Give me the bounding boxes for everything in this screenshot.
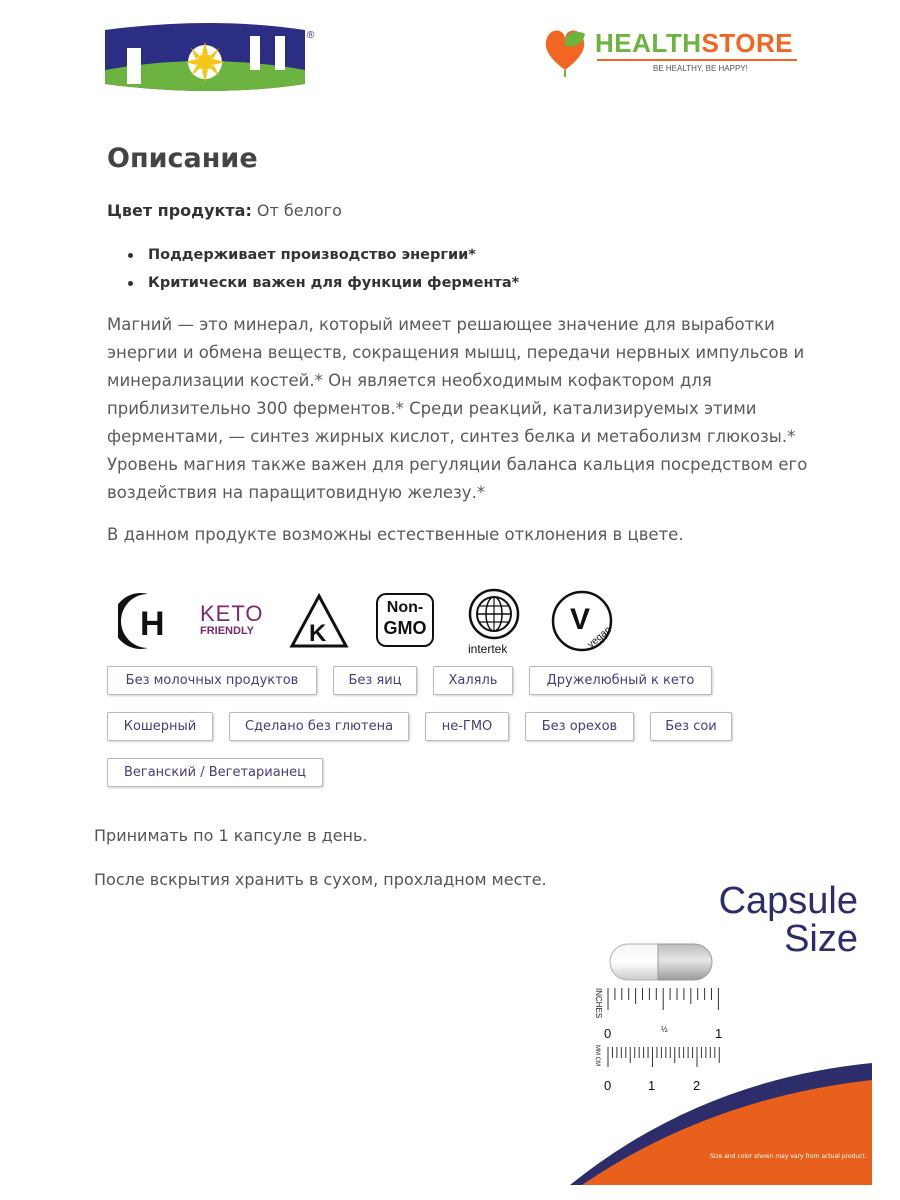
inch-label-1: 1 [715,1026,723,1041]
halal-icon [118,590,173,652]
vegan-icon [550,589,614,653]
store-word: STORE [701,28,794,58]
color-variation-note: В данном продукте возможны естественные отклонения в цвете. [107,525,684,544]
tag-vegan-vegetarian: Веганский / Вегетарианец [107,758,323,787]
capsule-title-line1: Capsule [718,880,858,922]
product-color-label: Цвет продукта: [107,201,252,220]
kosher-icon [288,590,350,652]
kosher-letter: K [309,620,327,647]
intertek-globe-icon [462,586,532,656]
healthstore-wordmark [595,28,793,59]
inches-label: INCHES [594,988,603,1019]
tag-kosher: Кошерный [107,712,213,741]
inches-ruler [594,988,722,1041]
tag-egg-free: Без яиц [333,666,417,695]
cm-label-0: 0 [604,1078,612,1093]
benefit-item: Поддерживает производство энергии* [120,244,519,272]
nongmo-line1: Non- [386,599,424,616]
halal-letter: H [140,605,165,643]
storage-instruction: После вскрытия хранить в сухом, прохладном месте. [94,870,547,889]
tag-nut-free: Без орехов [525,712,634,741]
friendly-word: FRIENDLY [200,625,254,637]
health-word: HEALTH [595,28,702,58]
tag-non-gmo: не-ГМО [425,712,509,741]
cm-label-2: 2 [693,1078,701,1093]
page-title: Описание [107,143,258,174]
product-color-value: От белого [251,201,342,220]
capsule-title-line2: Size [784,918,858,960]
non-gmo-icon [376,593,434,647]
dosage-instruction: Принимать по 1 капсуле в день. [94,826,368,845]
size-disclaimer: Size and color shown may vary from actual product. [710,1153,867,1160]
inch-label-half: ½ [661,1025,668,1034]
capsule-image [610,944,712,980]
healthstore-tagline: BE HEALTHY, BE HAPPY! [653,64,748,73]
keto-friendly-icon [200,603,270,637]
tag-halal: Халяль [433,666,513,695]
benefit-item: Критически важен для функции фермента* [120,272,519,300]
keto-word: KETO [200,601,264,626]
vegan-word: vegan [585,624,614,651]
intertek-word: intertek [468,642,508,656]
cm-ruler [594,1045,719,1093]
tag-dairy-free: Без молочных продуктов [107,666,317,695]
benefit-list [120,244,519,300]
vegan-letter: V [570,603,591,636]
healthstore-logo [543,22,803,82]
registered-mark: ® [307,30,315,41]
product-color [107,201,342,220]
mm-cm-label: MM CM [594,1045,600,1066]
nongmo-line2: GMO [383,618,427,638]
healthstore-underline [597,59,797,61]
now-logo [105,22,320,94]
description-paragraph: Магний — это минерал, который имеет решающее значение для выработки энергии и обмена веществ, сокращения мышц, передачи нервных импульсов и минерализации костей.* Он является необходимым кофактором для приблизительно 300 ферментов.* Среди реакций, катализируемых этими ферментами, — синтез жирных кислот, синтез белка и метаболизм глюкозы.* Уровень магния также важен для регуляции баланса кальция посредством его воздействия на паращитовидную железу.* [107,315,808,502]
cm-label-1: 1 [648,1078,656,1093]
tag-soy-free: Без сои [650,712,732,741]
inch-tick-marks [608,988,718,1010]
heart-leaf-icon [543,22,593,77]
tag-gluten-free: Сделано без глютена [229,712,409,741]
inch-label-0: 0 [604,1026,612,1041]
tag-keto-friendly: Дружелюбный к кето [529,666,712,695]
cm-tick-marks [608,1047,719,1067]
